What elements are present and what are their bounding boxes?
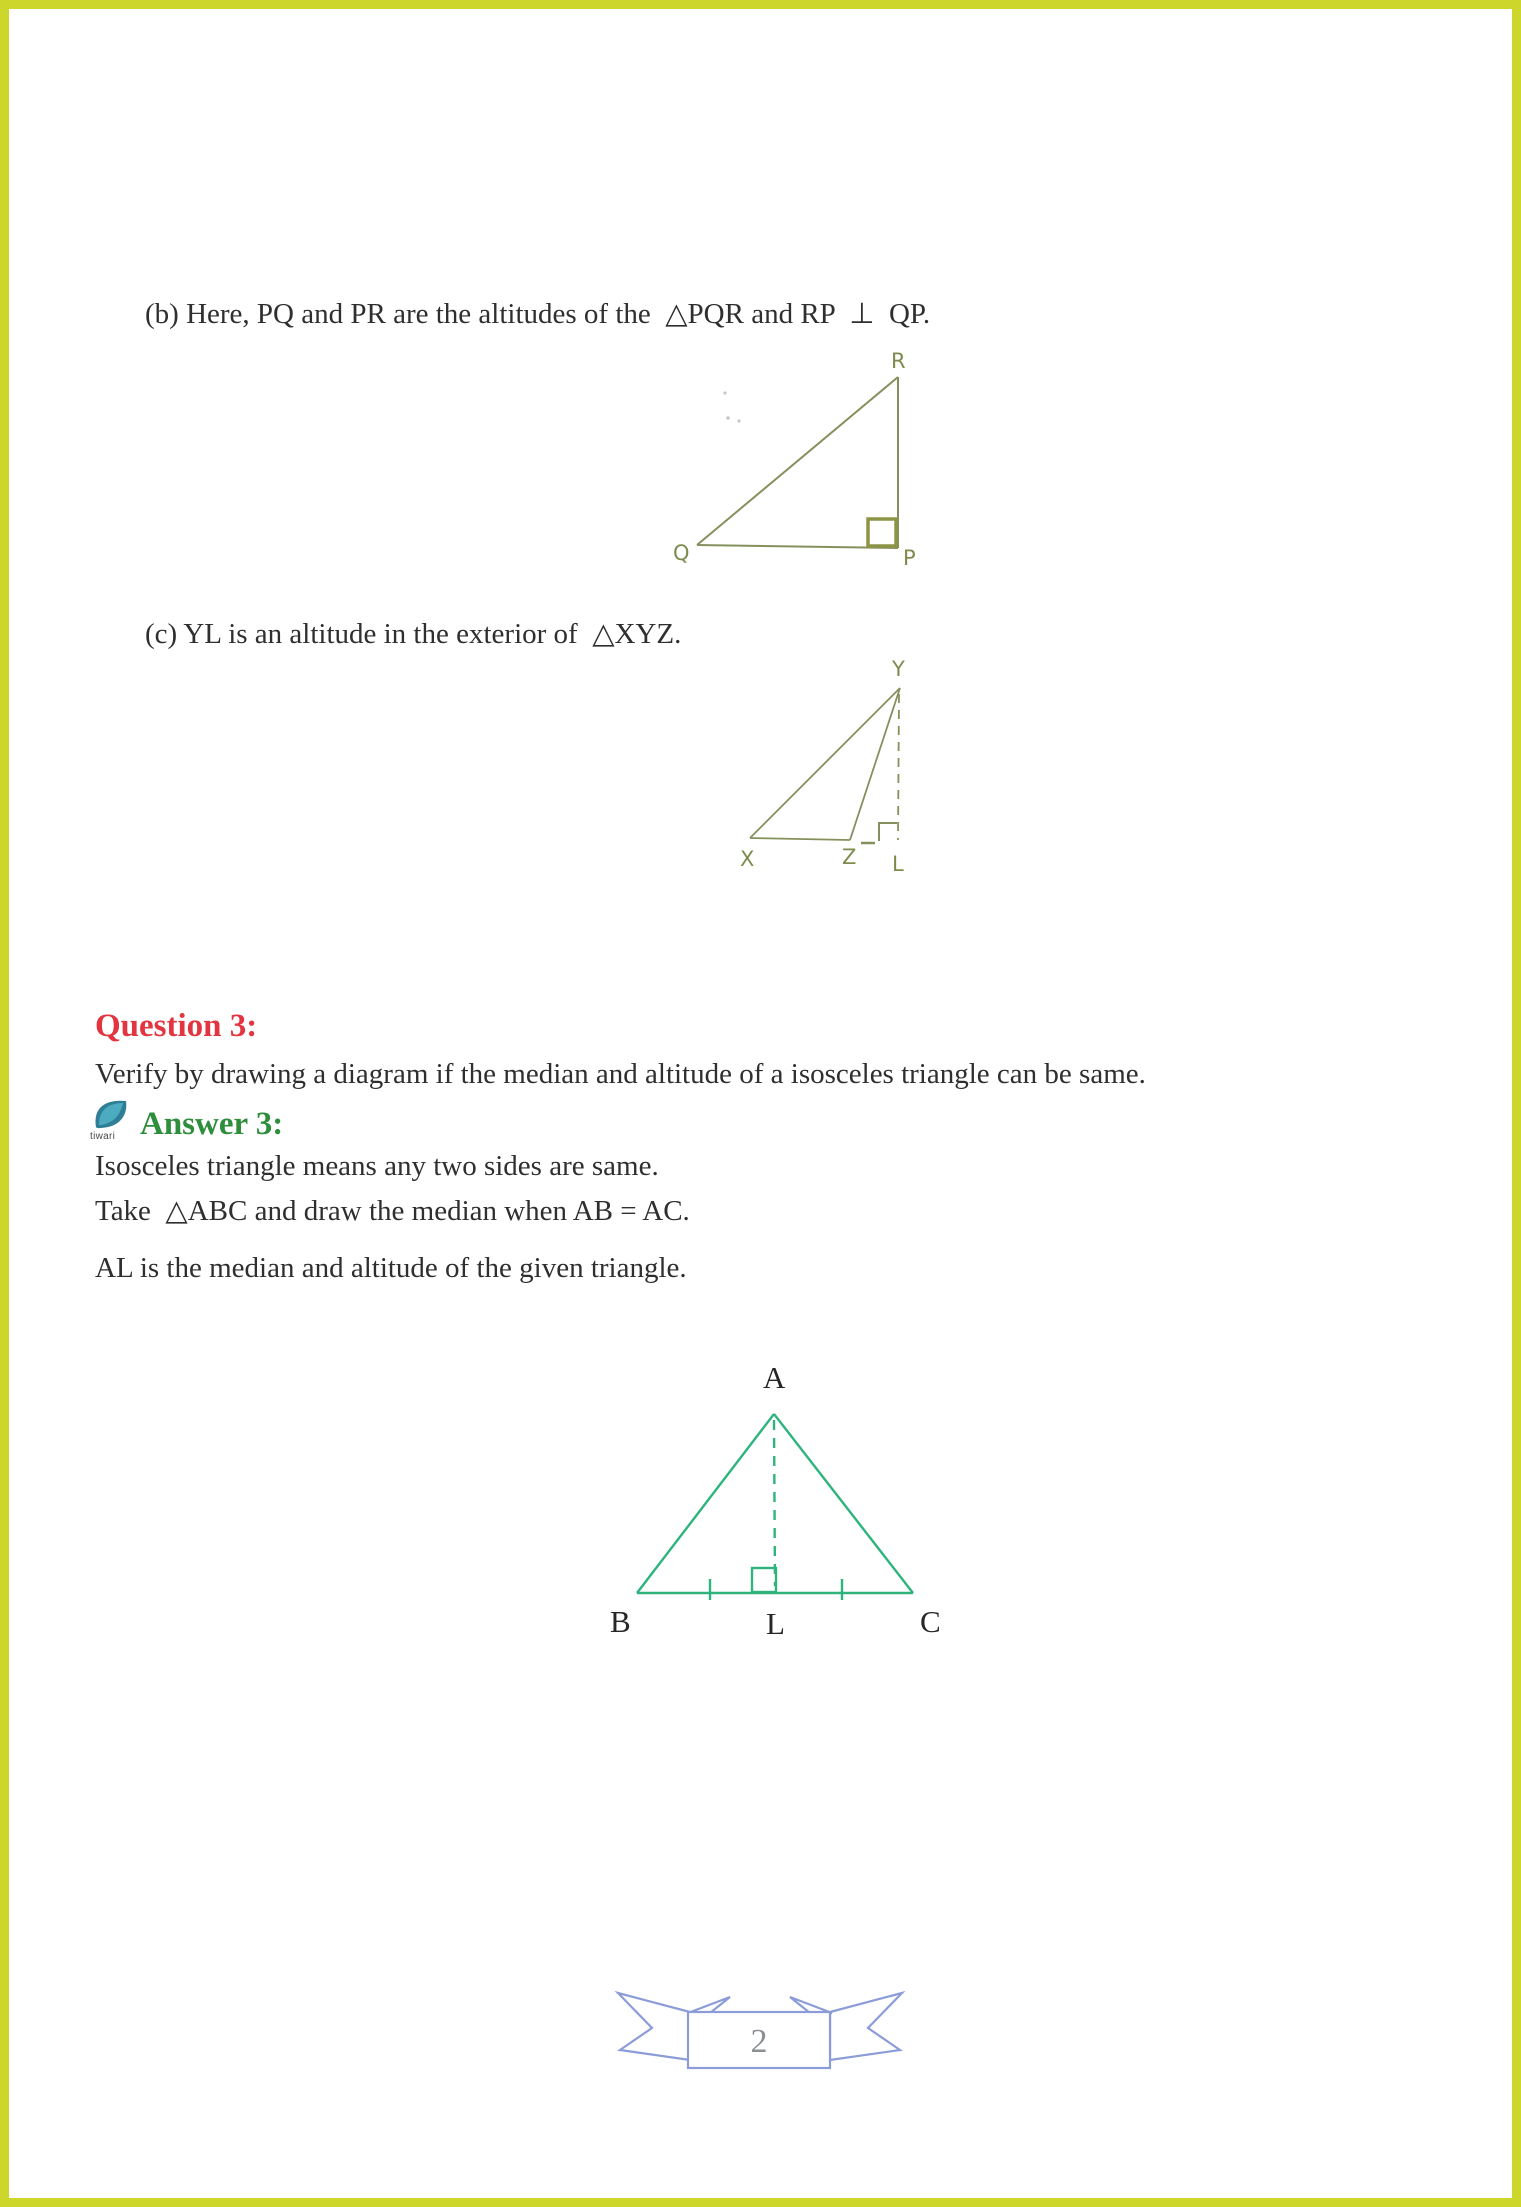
ribbon-right-fold	[790, 1997, 832, 2013]
pqr-label-r: R	[891, 349, 906, 373]
answer-line: Take △ABC and draw the median when AB = AC.	[95, 1195, 690, 1227]
xyz-label-l: L	[892, 852, 904, 876]
page-number-ribbon	[600, 1972, 920, 2087]
question-text: Verify by drawing a diagram if the median and altitude of a isosceles triangle can be same.	[95, 1058, 1146, 1090]
pqr-label-p: P	[903, 546, 916, 570]
xyz-altitude-yl-dashed	[898, 694, 899, 840]
page-number: 2	[750, 2023, 768, 2060]
item-c-text: (c) YL is an altitude in the exterior of △XYZ.	[145, 618, 682, 650]
scan-dot	[726, 416, 730, 420]
ribbon-right-wing	[830, 1993, 902, 2060]
answer-heading: Answer 3:	[140, 1105, 284, 1142]
xyz-label-x: X	[740, 847, 755, 871]
xyz-side-zy	[850, 688, 900, 840]
ribbon-left-wing	[618, 1993, 690, 2060]
item-b-text: (b) Here, PQ and PR are the altitudes of the △PQR and RP ⊥ QP.	[145, 298, 931, 330]
logo-caption: tiwari	[90, 1131, 116, 1142]
ribbon-left-fold	[688, 1997, 730, 2013]
abc-label-c: C	[920, 1604, 941, 1639]
abc-median-al-dashed	[774, 1420, 775, 1586]
pqr-label-q: Q	[673, 541, 690, 565]
abc-right-angle-mark	[752, 1568, 776, 1592]
abc-label-a: A	[763, 1360, 786, 1395]
triangle-xyz-diagram	[712, 648, 952, 883]
triangle-pqr-diagram	[655, 338, 925, 573]
abc-side-ab	[637, 1414, 774, 1593]
abc-label-b: B	[610, 1604, 631, 1639]
triangle-abc-diagram	[590, 1348, 960, 1648]
scan-dot	[737, 419, 740, 422]
answer-line: Isosceles triangle means any two sides are same.	[95, 1150, 659, 1182]
tiwari-logo	[90, 1096, 132, 1142]
scan-dot	[723, 391, 726, 394]
abc-label-l: L	[766, 1606, 785, 1641]
answer-line: AL is the median and altitude of the given triangle.	[95, 1252, 687, 1284]
xyz-side-xy	[750, 688, 900, 838]
pqr-right-angle-mark	[868, 519, 896, 546]
question-heading: Question 3:	[95, 1008, 258, 1044]
xyz-side-xz	[750, 838, 850, 840]
xyz-right-angle-mark	[879, 823, 897, 841]
xyz-label-z: Z	[842, 845, 857, 869]
xyz-label-y: Y	[892, 657, 905, 681]
answer-heading-row	[90, 1096, 283, 1142]
abc-side-ac	[774, 1414, 913, 1593]
